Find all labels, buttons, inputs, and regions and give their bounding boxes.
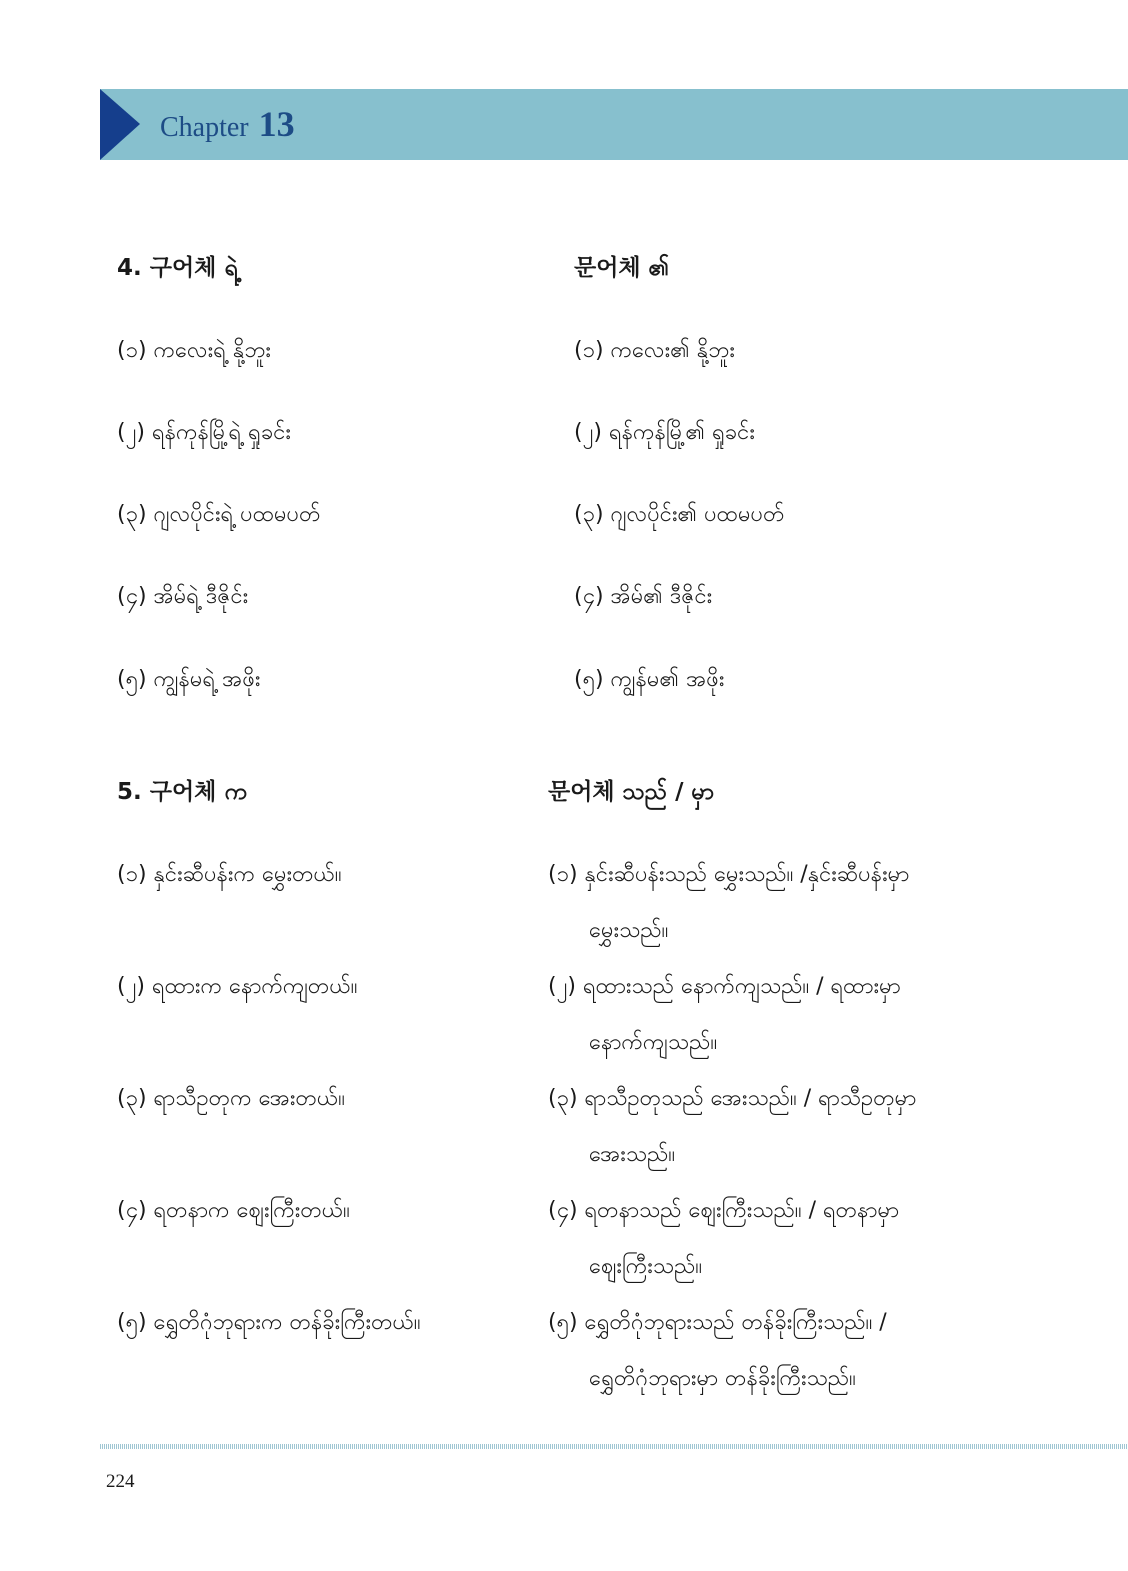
section5-right-item-line1: (၁) နှင်းဆီပန်းသည် မွှေးသည်။ /နှင်းဆီပန်းမှာ xyxy=(548,862,910,887)
section4-right-heading: 문어체 ၏ xyxy=(574,255,670,281)
section5-left-item: (၁) နှင်းဆီပန်းက မွှေးတယ်။ xyxy=(117,862,342,887)
section5-right-item-line2: ဈေးကြီးသည်။ xyxy=(589,1254,703,1279)
chapter-number: 13 xyxy=(258,104,295,144)
section4-left-heading: 4. 구어체 ရဲ့ xyxy=(117,255,238,281)
section5-right-item-line2: အေးသည်။ xyxy=(589,1142,676,1167)
section5-right-item-line1: (၅) ရွှေတိဂုံဘုရားသည် တန်ခိုးကြီးသည်။ / xyxy=(548,1310,887,1335)
section5-right-item-line1: (၃) ရာသီဥတုသည် အေးသည်။ / ရာသီဥတုမှာ xyxy=(548,1086,917,1111)
section5-right-item-line2: မွှေးသည်။ xyxy=(589,918,669,943)
section5-right-item-line1: (၄) ရတနာသည် ဈေးကြီးသည်။ / ရတနာမှာ xyxy=(548,1198,900,1223)
section4-right-item: (၃) ဂျလပိုင်း၏ ပထမပတ် xyxy=(574,502,785,527)
chapter-title xyxy=(160,101,295,147)
section5-right-item-line1: (၂) ရထားသည် နောက်ကျသည်။ / ရထားမှာ xyxy=(548,974,901,999)
section5-left-item: (၅) ရွှေတိဂုံဘုရားက တန်ခိုးကြီးတယ်။ xyxy=(117,1310,421,1335)
section5-left-item: (၃) ရာသီဥတုက အေးတယ်။ xyxy=(117,1086,345,1111)
section4-right-item: (၄) အိမ်၏ ဒီဇိုင်း xyxy=(574,584,713,609)
section4-left-item: (၅) ကျွန်မရဲ့ အဖိုး xyxy=(117,667,261,692)
section4-right-item: (၂) ရန်ကုန်မြို့၏ ရှုခင်း xyxy=(574,420,755,445)
section5-right-heading: 문어체 သည် / မှာ xyxy=(548,779,715,805)
chapter-label: Chapter xyxy=(160,112,249,143)
section4-right-item: (၅) ကျွန်မ၏ အဖိုး xyxy=(574,667,725,692)
section4-left-item: (၁) ကလေးရဲ့ နို့ဘူး xyxy=(117,338,271,363)
chapter-arrow-icon xyxy=(100,89,140,160)
section5-right-item-line2: ရွှေတိဂုံဘုရားမှာ တန်ခိုးကြီးသည်။ xyxy=(589,1366,856,1391)
section4-right-item: (၁) ကလေး၏ နို့ဘူး xyxy=(574,338,735,363)
section5-left-item: (၂) ရထားက နောက်ကျတယ်။ xyxy=(117,974,358,999)
section5-left-item: (၄) ရတနာက ဈေးကြီးတယ်။ xyxy=(117,1198,350,1223)
section4-left-item: (၂) ရန်ကုန်မြို့ရဲ့ ရှုခင်း xyxy=(117,420,291,445)
page-number: 224 xyxy=(106,1471,135,1492)
footer-divider xyxy=(100,1444,1128,1449)
section4-left-item: (၃) ဂျလပိုင်းရဲ့ ပထမပတ် xyxy=(117,502,321,527)
section5-left-heading: 5. 구어체 က xyxy=(117,779,247,805)
section4-left-item: (၄) အိမ်ရဲ့ ဒီဇိုင်း xyxy=(117,584,249,609)
section5-right-item-line2: နောက်ကျသည်။ xyxy=(589,1030,718,1055)
